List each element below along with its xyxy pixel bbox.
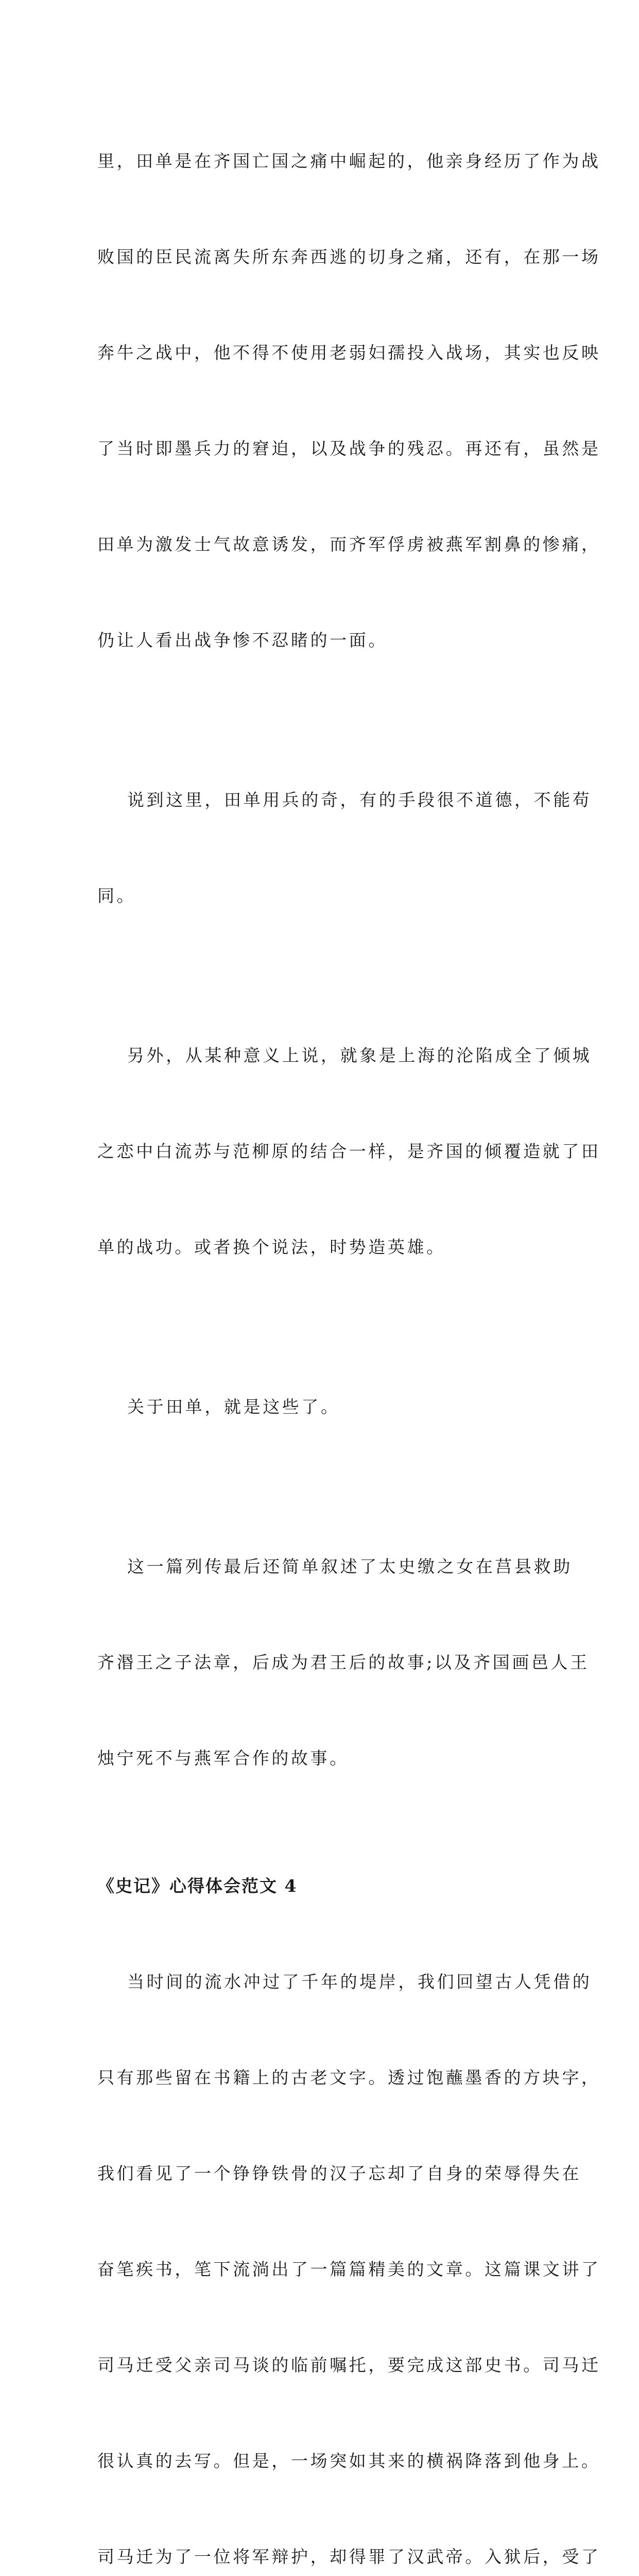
paragraph-6 [97, 1902, 601, 2576]
text-line: 当时间的流水冲过了千年的堤岸，我们回望古人凭借的 [127, 1972, 592, 1992]
text-line: 只有那些留在书籍上的古老文字。透过饱蘸墨香的方块字， [97, 2067, 601, 2088]
text-line: 另外，从某种意义上说，就象是上海的沦陷成全了倾城 [127, 1045, 592, 1065]
section-spacer [97, 1838, 550, 1870]
paragraph-5 [97, 1487, 590, 1838]
paragraph-4 [97, 1327, 550, 1487]
text-line: 烛宁死不与燕军合作的故事。 [97, 1748, 349, 1768]
paragraph-2 [97, 720, 592, 976]
text-line: 司马迁为了一位将军辩护，却得罪了汉武帝。入狱后，受了 [97, 2547, 601, 2567]
document-body [97, 81, 601, 2576]
text-line: 我们看见了一个铮铮铁骨的汉子忘却了自身的荣辱得失在 [97, 2163, 581, 2183]
text-line: 之恋中白流苏与范柳原的结合一样，是齐国的倾覆造就了田 [97, 1141, 601, 1161]
paragraph-1 [97, 81, 601, 720]
text-line: 司马迁受父亲司马谈的临前嘱托，要完成这部史书。司马迁 [97, 2355, 601, 2375]
text-line: 了当时即墨兵力的窘迫，以及战争的残忍。再还有，虽然是 [97, 438, 601, 459]
text-line: 很认真的去写。但是，一场突如其来的横祸降落到他身上。 [97, 2451, 601, 2471]
text-line: 单的战功。或者换个说法，时势造英雄。 [97, 1237, 446, 1257]
section-heading: 《史记》心得体会范文 4 [97, 1876, 298, 1896]
text-line: 田单为激发士气故意诱发，而齐军俘虏被燕军割鼻的惨痛， [97, 534, 601, 554]
paragraph-3 [97, 976, 601, 1327]
text-line: 关于田单，就是这些了。 [127, 1397, 340, 1417]
text-line: 奋笔疾书，笔下流淌出了一篇篇精美的文章。这篇课文讲了 [97, 2259, 601, 2279]
text-line: 这一篇列传最后还简单叙述了太史缴之女在莒县救助 [127, 1556, 573, 1577]
text-line: 说到这里，田单用兵的奇，有的手段很不道德，不能苟 [127, 790, 592, 810]
text-line: 里，田单是在齐国亡国之痛中崛起的，他亲身经历了作为战 [97, 151, 601, 171]
text-line: 仍让人看出战争惨不忍睹的一面。 [97, 630, 388, 650]
text-line: 奔牛之战中，他不得不使用老弱妇孺投入战场，其实也反映 [97, 343, 601, 363]
text-line: 同。 [97, 886, 136, 906]
text-line: 败国的臣民流离失所东奔西逃的切身之痛，还有，在那一场 [97, 247, 601, 267]
text-line: 齐湣王之子法章，后成为君王后的故事;以及齐国画邑人王 [97, 1652, 590, 1672]
